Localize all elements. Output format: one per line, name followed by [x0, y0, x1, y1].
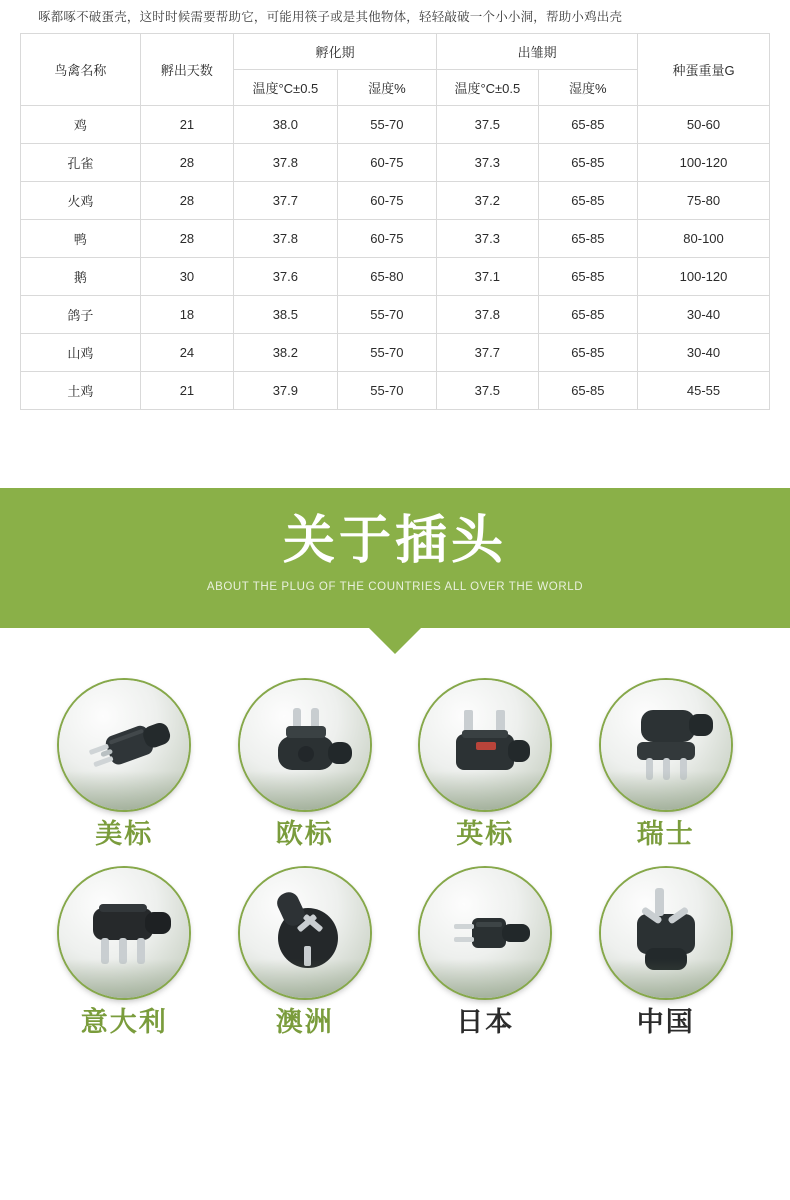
plug-australia-photo — [240, 868, 370, 998]
table-row — [21, 144, 770, 182]
cell-egg-weight: 30-40 — [638, 334, 770, 372]
cell-inc-humidity: 55-70 — [337, 296, 436, 334]
cell-bird-name: 鸭 — [21, 220, 141, 258]
cell-hat-temp: 37.1 — [437, 258, 538, 296]
cell-bird-name: 山鸡 — [21, 334, 141, 372]
cell-hat-temp: 37.5 — [437, 106, 538, 144]
plug-label-japan: 日本 — [456, 1006, 515, 1037]
cell-bird-name: 火鸡 — [21, 182, 141, 220]
cell-inc-temp: 37.9 — [234, 372, 338, 410]
cell-bird-name: 鸡 — [21, 106, 141, 144]
plug-uk-photo — [420, 680, 550, 810]
cell-inc-humidity: 65-80 — [337, 258, 436, 296]
cell-bird-name: 孔雀 — [21, 144, 141, 182]
cell-days: 21 — [140, 106, 233, 144]
cell-inc-temp: 37.7 — [234, 182, 338, 220]
cell-days: 28 — [140, 220, 233, 258]
plug-label-china: 中国 — [636, 1006, 695, 1037]
cell-days: 24 — [140, 334, 233, 372]
banner-arrow-icon — [368, 627, 422, 654]
cell-inc-humidity: 55-70 — [337, 106, 436, 144]
table-row — [21, 106, 770, 144]
cell-hat-humidity: 65-85 — [538, 220, 637, 258]
cell-hat-temp: 37.3 — [437, 144, 538, 182]
table-header-row-1 — [21, 34, 770, 70]
table-row — [21, 372, 770, 410]
cell-bird-name: 鸽子 — [21, 296, 141, 334]
cell-bird-name: 鹅 — [21, 258, 141, 296]
table-row — [21, 296, 770, 334]
cell-days: 21 — [140, 372, 233, 410]
cell-inc-humidity: 55-70 — [337, 334, 436, 372]
plug-eu-photo — [240, 680, 370, 810]
header-incubation-period: 孵化期 — [234, 34, 437, 70]
plug-italy-photo — [59, 868, 189, 998]
table-row — [21, 258, 770, 296]
cell-hat-humidity: 65-85 — [538, 144, 637, 182]
table-row — [21, 334, 770, 372]
plug-japan-photo — [420, 868, 550, 998]
cell-inc-humidity: 60-75 — [337, 220, 436, 258]
cell-egg-weight: 100-120 — [638, 258, 770, 296]
header-hat-humidity: 湿度% — [538, 70, 637, 106]
cell-hat-temp: 37.8 — [437, 296, 538, 334]
section-banner — [0, 488, 790, 628]
plug-us-icon — [59, 680, 189, 810]
cell-inc-temp: 37.8 — [234, 220, 338, 258]
cell-days: 18 — [140, 296, 233, 334]
banner-title: 关于插头 — [282, 512, 507, 570]
plug-item-australia — [215, 868, 396, 1038]
header-egg-weight: 种蛋重量G — [638, 34, 770, 106]
plug-us-photo — [59, 680, 189, 810]
header-bird-name: 鸟禽名称 — [21, 34, 141, 106]
plug-item-italy — [34, 868, 215, 1038]
plug-italy-icon — [59, 868, 189, 998]
cell-hat-temp: 37.7 — [437, 334, 538, 372]
table-row — [21, 182, 770, 220]
plug-label-australia: 澳洲 — [275, 1006, 334, 1037]
cell-inc-humidity: 60-75 — [337, 144, 436, 182]
header-inc-humidity: 湿度% — [337, 70, 436, 106]
cell-hat-humidity: 65-85 — [538, 106, 637, 144]
plug-label-uk: 英标 — [456, 819, 515, 849]
plug-item-eu — [215, 680, 396, 850]
plug-item-japan — [395, 868, 576, 1038]
banner-subtitle: ABOUT THE PLUG OF THE COUNTRIES ALL OVER THE WORLD — [206, 580, 584, 593]
plug-china-icon — [601, 868, 731, 998]
incubation-table — [20, 33, 770, 410]
header-hatching-period: 出雏期 — [437, 34, 638, 70]
plug-label-eu: 欧标 — [275, 819, 334, 849]
plug-australia-icon — [240, 868, 370, 998]
cell-egg-weight: 80-100 — [638, 220, 770, 258]
plug-china-photo — [601, 868, 731, 998]
cell-inc-temp: 37.6 — [234, 258, 338, 296]
table-row — [21, 220, 770, 258]
cell-egg-weight: 100-120 — [638, 144, 770, 182]
cell-days: 28 — [140, 144, 233, 182]
cell-egg-weight: 30-40 — [638, 296, 770, 334]
cell-hat-humidity: 65-85 — [538, 296, 637, 334]
plug-grid — [0, 680, 790, 1037]
plug-japan-icon — [420, 868, 550, 998]
plug-item-china — [576, 868, 757, 1038]
plug-uk-icon — [420, 680, 550, 810]
plug-swiss-icon — [601, 680, 731, 810]
header-hat-temp: 温度°C±0.5 — [437, 70, 538, 106]
cell-bird-name: 土鸡 — [21, 372, 141, 410]
cell-hat-temp: 37.5 — [437, 372, 538, 410]
plug-item-uk — [395, 680, 576, 850]
plug-label-italy: 意大利 — [80, 1006, 168, 1037]
cell-egg-weight: 75-80 — [638, 182, 770, 220]
cell-hat-humidity: 65-85 — [538, 182, 637, 220]
cell-inc-temp: 38.2 — [234, 334, 338, 372]
header-inc-temp: 温度°C±0.5 — [234, 70, 338, 106]
plug-item-us — [34, 680, 215, 850]
plug-eu-icon — [240, 680, 370, 810]
cell-hat-temp: 37.3 — [437, 220, 538, 258]
cell-egg-weight: 45-55 — [638, 372, 770, 410]
cell-egg-weight: 50-60 — [638, 106, 770, 144]
incubation-table-wrap — [0, 33, 790, 410]
cell-hat-humidity: 65-85 — [538, 372, 637, 410]
intro-note: 啄都啄不破蛋壳，这时时候需要帮助它，可能用筷子或是其他物体，轻轻敲破一个小小洞，帮助小鸡出壳 — [38, 10, 623, 24]
cell-hat-humidity: 65-85 — [538, 258, 637, 296]
header-hatch-days: 孵出天数 — [140, 34, 233, 106]
cell-inc-temp: 38.0 — [234, 106, 338, 144]
cell-days: 30 — [140, 258, 233, 296]
cell-inc-temp: 38.5 — [234, 296, 338, 334]
plug-label-swiss: 瑞士 — [636, 819, 695, 849]
cell-hat-humidity: 65-85 — [538, 334, 637, 372]
cell-inc-humidity: 60-75 — [337, 182, 436, 220]
cell-hat-temp: 37.2 — [437, 182, 538, 220]
plug-item-swiss — [576, 680, 757, 850]
cell-days: 28 — [140, 182, 233, 220]
plug-label-us: 美标 — [95, 819, 154, 849]
cell-inc-temp: 37.8 — [234, 144, 338, 182]
plug-swiss-photo — [601, 680, 731, 810]
cell-inc-humidity: 55-70 — [337, 372, 436, 410]
